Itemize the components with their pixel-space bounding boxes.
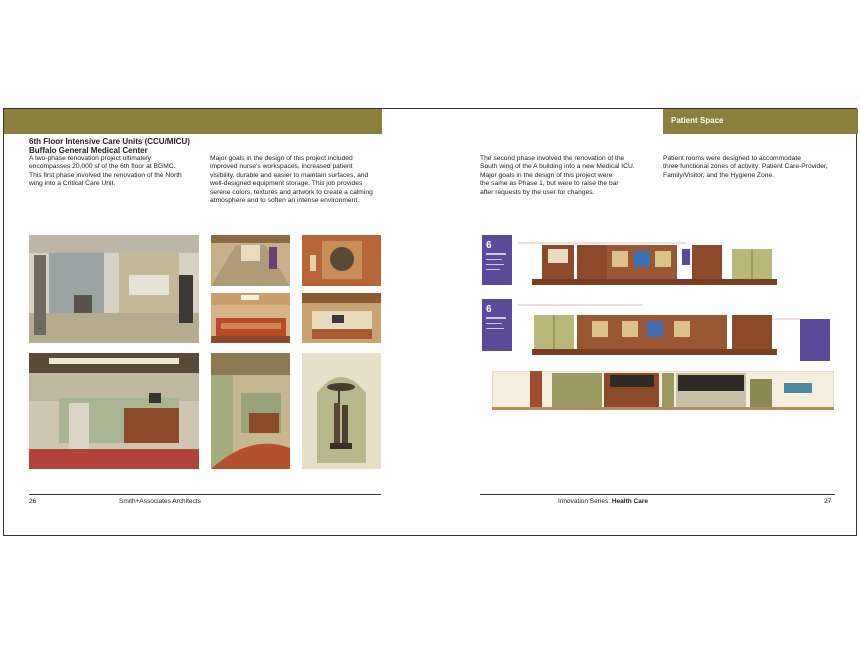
sign-number: 6 [486, 304, 492, 315]
elevation-drawing-2 [482, 299, 832, 367]
title-line-2: Buffalo General Medical Center [29, 146, 148, 155]
title-line-1: 6th Floor Intensive Care Units (CCU/MICU) [29, 137, 190, 146]
photo-nurse-station-1 [211, 293, 290, 343]
right-col1-text [480, 155, 635, 197]
header-bar-left [4, 109, 382, 134]
left-col2-text [210, 155, 373, 205]
photo-hallway [211, 235, 290, 286]
text-line: serene colors, textures and artwork to create a calming [210, 188, 373, 196]
text-line: visibility, durable and easier to maintain surfaces, and [210, 171, 369, 179]
text-line: improved nurse's workspaces, increased patient [210, 163, 353, 171]
photo-nurse-station-wide [29, 353, 199, 469]
text-line: after requests by the user for changes. [480, 188, 595, 196]
photo-corridor-rooms [29, 235, 199, 343]
page-number-left: 26 [29, 498, 37, 505]
text-line: The second phase involved the renovation of the [480, 155, 625, 162]
right-col2-text [663, 155, 828, 180]
photo-sculpture-niche [302, 353, 381, 469]
text-line: Major goals in the design of this project included [210, 155, 353, 162]
footer-rule-left [29, 494, 381, 495]
text-line: This first phase involved the renovation of the North [29, 171, 182, 179]
photo-nurse-station-2 [302, 293, 381, 343]
footer-rule-right [480, 494, 835, 495]
text-line: atmosphere and to soften an intense environment. [210, 197, 360, 205]
text-line: well-designed equipment storage. This job provides [210, 180, 363, 188]
text-line: three functional zones of activity: Patient Care-Provider, [663, 163, 828, 171]
series-label: Innovation Series: [558, 498, 612, 505]
project-title [29, 137, 190, 155]
series-name: Health Care [611, 498, 648, 505]
text-line: Patient rooms were designed to accommodate [663, 155, 801, 162]
text-line: Major goals in the design of this project were [480, 171, 613, 179]
elevation-drawing-1 [482, 235, 782, 291]
text-line: wing into a Critical Care Unit. [29, 180, 116, 188]
text-line: encompasses 20,000 sf of the 6th floor at BGMC. [29, 163, 176, 171]
page-number-right: 27 [824, 498, 832, 505]
text-line: A two-phase renovation project ultimately [29, 155, 151, 162]
sign-number: 6 [486, 240, 492, 251]
book-spread [3, 108, 857, 536]
text-line: the same as Phase 1, but were to raise the bar [480, 180, 619, 188]
footer-series [558, 498, 648, 505]
header-bar-right [663, 109, 858, 134]
section-label: Patient Space [671, 116, 724, 125]
text-line: Family/Visitor, and the Hygiene Zone. [663, 171, 775, 179]
elevation-drawing-3 [492, 371, 834, 411]
text-line: South wing of the A building into a new Medical ICU. [480, 163, 635, 171]
footer-firm: Smith+Associates Architects [119, 498, 201, 505]
photo-artwork-niche [302, 235, 381, 286]
left-col1-text [29, 155, 182, 189]
photo-corridor-station [211, 353, 290, 469]
